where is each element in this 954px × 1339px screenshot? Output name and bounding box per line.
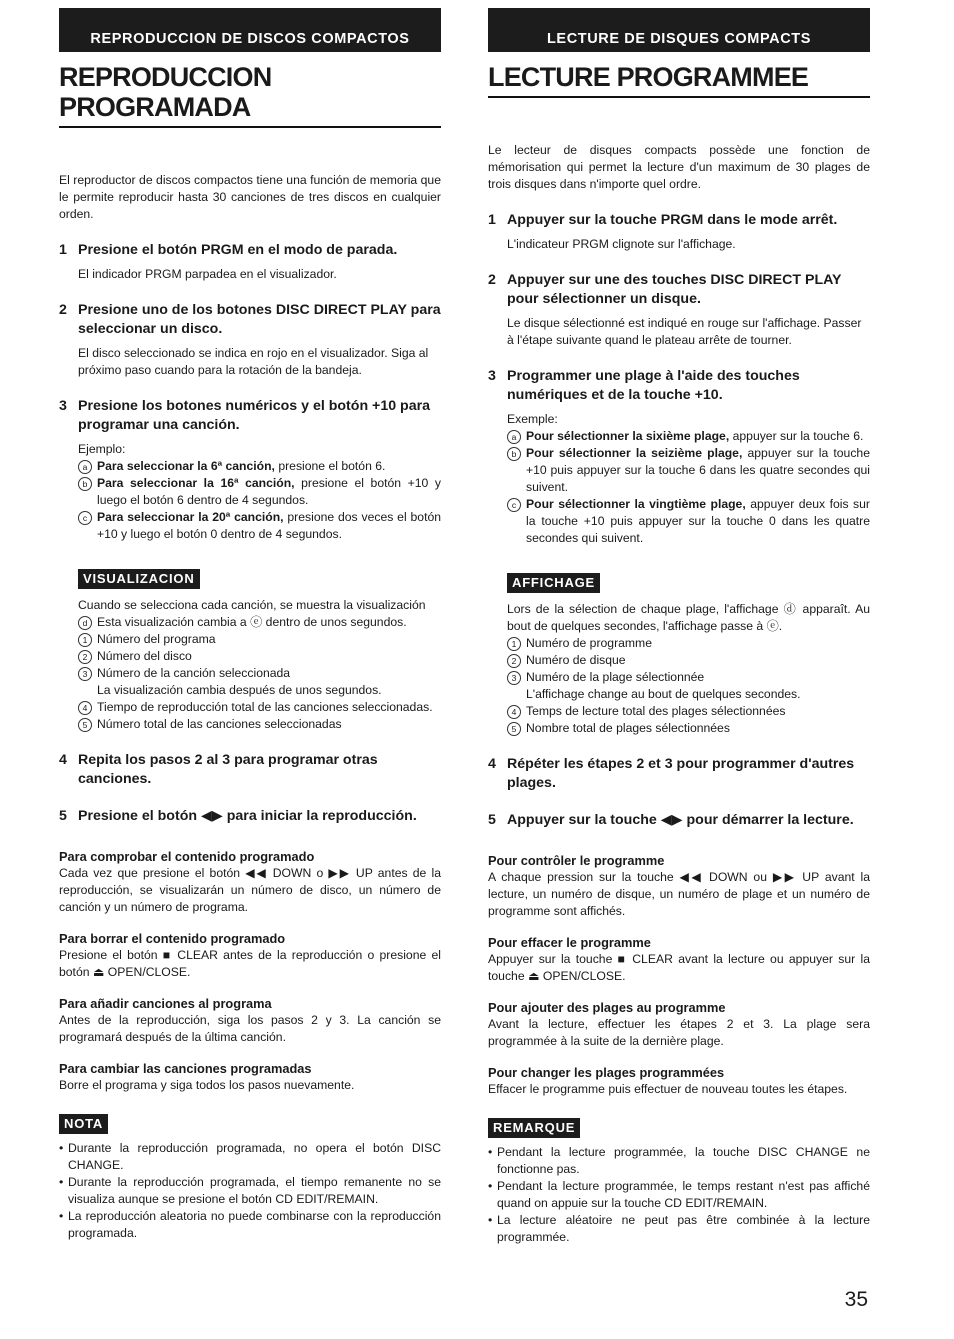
step-1-fr: 1 Appuyer sur la touche PRGM dans le mode arrêt. [488,212,838,228]
circled-letter-icon: a [507,430,521,444]
circled-number-icon: 4 [78,701,92,715]
sub-sections-es [59,848,441,1094]
step-2-es: 2 Presione uno de los botones DISC DIRECT PLAY para seleccionar un disco. [59,302,441,337]
sub-text: Borre el programa y siga todos los pasos nuevamente. [59,1078,355,1092]
display-line: d Esta visualización cambia a ⓔ dentro de unos segundos. [78,614,441,631]
sub-heading: Pour changer les plages programmées [488,1065,725,1080]
example-item: a Pour sélectionner la sixième plage, appuyer sur la touche 6. [507,428,870,445]
sub-heading: Pour contrôler le programme [488,853,665,868]
display-line: 5 Número total de las canciones seleccionadas [78,716,441,733]
circled-letter-icon: c [78,511,92,525]
circled-number-icon: 2 [507,654,521,668]
sub-heading: Para cambiar las canciones programadas [59,1061,312,1076]
sub-text: Avant la lecture, effectuer les étapes 2 et 3. La plage sera programmée à la suite de la dernière plage. [488,1017,870,1048]
step-1-heading: Presione el botón PRGM en el modo de parada. [78,242,398,258]
step-3-fr: 3 Programmer une plage à l'aide des touches numériques et de la touche +10. [488,367,870,405]
note-item: • Durante la reproducción programada, el tiempo remanente no se visualiza aunque se presione el botón CD EDIT/REMAIN. [59,1175,441,1206]
display-line: 1 Número del programa [78,631,441,648]
display-line: 1 Numéro de programme [507,635,870,652]
note-item: • La reproducción aleatoria no puede combinarse con la reproducción programada. [59,1209,441,1240]
step-1-heading: Appuyer sur la touche PRGM dans le mode arrêt. [507,212,838,228]
step-1-body: El indicador PRGM parpadea en el visualizador. [78,267,337,281]
sub-sections-fr [488,852,870,1098]
note-list-fr [488,1144,870,1246]
sub-text: Antes de la reproducción, siga los pasos 2 y 3. La canción se programará después de la última canción. [59,1013,441,1044]
intro-es: El reproductor de discos compactos tiene una función de memoria que le permite reproducir hasta 30 canciones de tres discos en cualquier orden. [59,173,441,221]
step-2-body: El disco seleccionado se indica en rojo en el visualizador. Siga al próximo paso cuando para la rotación de la bandeja. [78,346,429,377]
circled-letter-icon: b [507,447,521,461]
display-line: Cuando se selecciona cada canción, se muestra la visualización [78,598,426,612]
circled-letter-icon: c [507,498,521,512]
display-list-fr [507,601,870,737]
display-line: 2 Número del disco [78,648,441,665]
circled-letter-icon: b [78,477,92,491]
step-5-heading: Presione el botón ◀▶ para iniciar la reproducción. [78,808,417,824]
display-line: Lors de la sélection de chaque plage, l'affichage ⓓ apparaît. Au bout de quelques secondes, l'affichage passe à ⓔ. [507,602,870,633]
step-5-heading: Appuyer sur la touche ◀▶ pour démarrer la lecture. [507,812,854,828]
display-line: 3 Número de la canción seleccionada [78,665,441,682]
sub-text: A chaque pression sur la touche ◀◀ DOWN ou ▶▶ UP avant la lecture, un numéro de disque, un numéro de plage et un numéro de programme sont affichés. [488,870,870,918]
step-3-body [507,411,870,547]
step-2-fr: 2 Appuyer sur une des touches DISC DIRECT PLAY pour sélectionner un disque. [488,271,870,309]
sub-text: Effacer le programme puis effectuer de nouveau toutes les étapes. [488,1082,848,1096]
sub-heading: Pour effacer le programme [488,935,651,950]
display-badge-es: VISUALIZACION [78,569,200,589]
step-3-body [78,441,441,543]
note-item: • Durante la reproducción programada, no opera el botón DISC CHANGE. [59,1141,441,1172]
section-banner-fr: LECTURE DE DISQUES COMPACTS [488,8,870,52]
example-item: b Para seleccionar la 16ª canción, presione el botón +10 y luego el botón 6 dentro de 4 segundos. [78,475,441,509]
example-item: a Para seleccionar la 6ª canción, presione el botón 6. [78,458,441,475]
step-4-heading: Répéter les étapes 2 et 3 pour programmer d'autres plages. [507,756,855,791]
step-3-es: 3 Presione los botones numéricos y el botón +10 para programar una canción. [59,397,441,435]
sub-heading: Para añadir canciones al programa [59,996,272,1011]
french-column [488,8,870,1246]
display-line: 4 Tiempo de reproducción total de las canciones seleccionadas. [78,699,441,716]
circled-number-icon: 1 [78,633,92,647]
circled-number-icon: 4 [507,705,521,719]
sub-heading: Pour ajouter des plages au programme [488,1000,726,1015]
note-badge-es: NOTA [59,1114,108,1134]
note-item: • Pendant la lecture programmée, la touche DISC CHANGE ne fonctionne pas. [488,1145,870,1176]
step-5-es: 5 Presione el botón ◀▶ para iniciar la reproducción. [59,808,417,824]
example-item: b Pour sélectionner la seizième plage, appuyer sur la touche +10 puis appuyer sur la touche 6 dans les quatre secondes qui suivent. [507,445,870,496]
step-3-heading: Programmer une plage à l'aide des touches numériques et de la touche +10. [507,368,800,403]
section-banner-es: REPRODUCCION DE DISCOS COMPACTOS [59,8,441,52]
step-5-fr: 5 Appuyer sur la touche ◀▶ pour démarrer la lecture. [488,812,854,828]
step-4-heading: Repita los pasos 2 al 3 para programar otras canciones. [78,752,378,787]
step-1-body: L'indicateur PRGM clignote sur l'affichage. [507,237,736,251]
note-item: • La lecture aléatoire ne peut pas être combinée à la lecture programmée. [488,1213,870,1244]
example-item: c Para seleccionar la 20ª canción, presione dos veces el botón +10 y luego el botón 0 dentro de 4 segundos. [78,509,441,543]
circled-number-icon: 1 [507,637,521,651]
step-4-fr: 4 Répéter les étapes 2 et 3 pour programmer d'autres plages. [488,755,870,793]
display-line: L'affichage change au bout de quelques secondes. [526,687,801,701]
circled-number-icon: 2 [78,650,92,664]
note-item: • Pendant la lecture programmée, le temps restant n'est pas affiché quand on appuie sur la touche CD EDIT/REMAIN. [488,1179,870,1210]
circled-number-icon: 5 [507,722,521,736]
circled-number-icon: 3 [507,671,521,685]
display-line: 4 Temps de lecture total des plages sélectionnées [507,703,870,720]
display-list-es [78,597,441,733]
step-4-es: 4 Repita los pasos 2 al 3 para programar otras canciones. [59,751,441,789]
display-line: 3 Numéro de la plage sélectionnée [507,669,870,686]
circled-number-icon: 5 [78,718,92,732]
display-line: La visualización cambia después de unos segundos. [97,683,382,697]
circled-letter-icon: a [78,460,92,474]
note-badge-fr: REMARQUE [488,1118,580,1138]
step-3-heading: Presione los botones numéricos y el botón +10 para programar una canción. [78,398,431,433]
display-badge-fr: AFFICHAGE [507,573,600,593]
example-label: Ejemplo: [78,442,126,456]
display-line: 5 Nombre total de plages sélectionnées [507,720,870,737]
step-2-heading: Presione uno de los botones DISC DIRECT PLAY para seleccionar un disco. [78,302,441,337]
sub-heading: Para borrar el contenido programado [59,931,286,946]
sub-heading: Para comprobar el contenido programado [59,849,315,864]
note-list-es [59,1140,441,1242]
step-1-es: 1 Presione el botón PRGM en el modo de parada. [59,242,398,258]
page-title-fr: LECTURE PROGRAMMEE [488,62,870,98]
intro-fr: Le lecteur de disques compacts possède une fonction de mémorisation qui permet la lecture d'un maximum de 30 plages de trois disques dans n'importe quel ordre. [488,143,870,191]
step-2-heading: Appuyer sur une des touches DISC DIRECT PLAY pour sélectionner un disque. [507,272,842,307]
example-item: c Pour sélectionner la vingtième plage, appuyer deux fois sur la touche +10 puis appuyer sur la touche 0 dans les quatre secondes qui suivent. [507,496,870,547]
spanish-column [59,8,441,1242]
step-2-body: Le disque sélectionné est indiqué en rouge sur l'affichage. Passer à l'étape suivante quand le plateau arrête de tourner. [507,316,862,347]
example-label: Exemple: [507,412,558,426]
sub-text: Appuyer sur la touche ■ CLEAR avant la lecture ou appuyer sur la touche ⏏ OPEN/CLOSE. [488,952,870,983]
page-title-es: REPRODUCCION PROGRAMADA [59,62,441,128]
display-line: 2 Numéro de disque [507,652,870,669]
page-number: 35 [844,1288,868,1311]
sub-text: Cada vez que presione el botón ◀◀ DOWN o ▶▶ UP antes de la reproducción, se visualizarán un número de disco, un número de canción y un número de programa. [59,866,441,914]
circled-number-icon: 3 [78,667,92,681]
circled-letter-icon: d [78,616,92,630]
sub-text: Presione el botón ■ CLEAR antes de la reproducción o presione el botón ⏏ OPEN/CLOSE. [59,948,441,979]
